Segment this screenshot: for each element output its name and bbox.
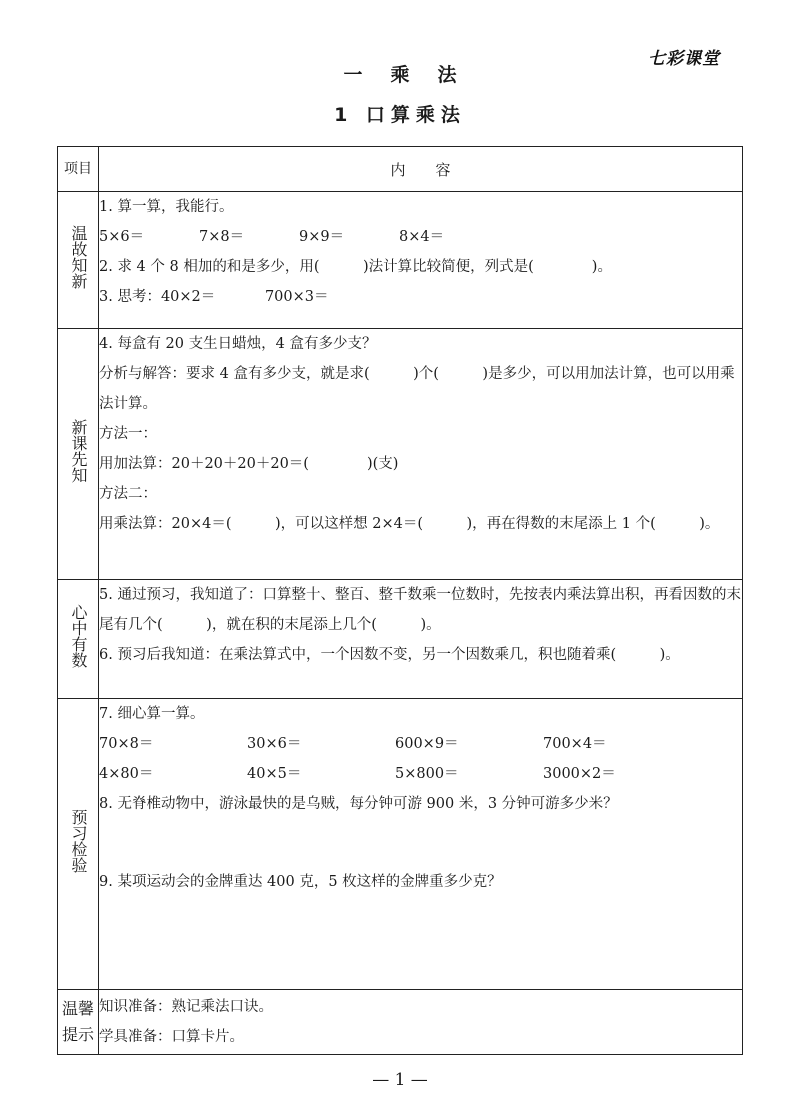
question-4-analysis: 分析与解答：要求 4 盒有多少支，就是求( )个( )是多少，可以用加法计算，也可以用乘法计算。 bbox=[99, 366, 735, 412]
calc-item: 30×6＝ bbox=[247, 736, 302, 752]
table-row-tips bbox=[58, 990, 743, 1055]
tip-knowledge: 知识准备：熟记乘法口诀。 bbox=[99, 999, 273, 1015]
calc-item: 5×800＝ bbox=[395, 766, 459, 782]
answer-space bbox=[99, 819, 742, 867]
row-label: 温馨提示 bbox=[61, 999, 94, 1044]
question-2: 2. 求 4 个 8 相加的和是多少，用( )法计算比较简便，列式是( )。 bbox=[99, 259, 612, 275]
calc-item: 70×8＝ bbox=[99, 736, 154, 752]
calc-item: 9×9＝ bbox=[299, 229, 345, 245]
calc-item: 8×4＝ bbox=[399, 229, 445, 245]
calc-item: 700×4＝ bbox=[543, 736, 607, 752]
question-5: 5. 通过预习，我知道了：口算整十、整百、整千数乘一位数时，先按表内乘法算出积，再看因数的末尾有几个( )，就在积的末尾添上几个( )。 bbox=[99, 587, 741, 633]
row-label: 预习检验 bbox=[69, 809, 88, 873]
table-row-review bbox=[58, 192, 743, 329]
row-label-cell bbox=[58, 192, 99, 329]
method-2: 用乘法算：20×4＝( )，可以这样想 2×4＝( )，再在得数的末尾添上 1 个( )。 bbox=[99, 516, 720, 532]
question-3-label: 3. 思考： bbox=[99, 289, 161, 305]
calc-item: 5×6＝ bbox=[99, 229, 145, 245]
content-column-header bbox=[99, 147, 743, 192]
table-header-row bbox=[58, 147, 743, 192]
question-7-row-1 bbox=[99, 729, 742, 759]
calc-item: 600×9＝ bbox=[395, 736, 459, 752]
question-3 bbox=[99, 282, 742, 312]
row-label-cell bbox=[58, 580, 99, 699]
question-6: 6. 预习后我知道：在乘法算式中，一个因数不变，另一个因数乘几，积也随着乘( )。 bbox=[99, 647, 680, 663]
method-1: 用加法算：20＋20＋20＋20＝( )(支) bbox=[99, 456, 399, 472]
table-row-new-lesson bbox=[58, 329, 743, 580]
method-2-label: 方法二： bbox=[99, 486, 157, 502]
question-8: 8. 无脊椎动物中，游泳最快的是乌贼，每分钟可游 900 米，3 分钟可游多少米？ bbox=[99, 796, 618, 812]
row-label: 新课先知 bbox=[69, 419, 88, 483]
question-7-title: 7. 细心算一算。 bbox=[99, 706, 205, 722]
calc-item: 3000×2＝ bbox=[543, 766, 616, 782]
calc-item: 700×3＝ bbox=[264, 289, 329, 305]
item-column-header bbox=[58, 147, 99, 192]
row-label: 心中有数 bbox=[69, 604, 88, 668]
page-number: — 1 — bbox=[372, 1070, 428, 1090]
method-1-label: 方法一： bbox=[99, 426, 157, 442]
content-column-label: 内 容 bbox=[390, 160, 451, 179]
question-1-title: 1. 算一算，我能行。 bbox=[99, 199, 234, 215]
worksheet-table bbox=[57, 146, 743, 1055]
brand-logo-text: 七彩课堂 bbox=[648, 49, 720, 69]
calc-item: 40×5＝ bbox=[247, 766, 302, 782]
chapter-title: 一乘法 bbox=[343, 64, 485, 86]
row-content-cell bbox=[99, 329, 743, 580]
table-row-understanding bbox=[58, 580, 743, 699]
section-title: 1 口算乘法 bbox=[334, 104, 466, 126]
row-content-cell bbox=[99, 699, 743, 990]
row-label-cell bbox=[58, 990, 99, 1055]
question-9: 9. 某项运动会的金牌重达 400 克，5 枚这样的金牌重多少克？ bbox=[99, 874, 502, 890]
row-label-cell bbox=[58, 329, 99, 580]
table-row-check bbox=[58, 699, 743, 990]
tip-tools: 学具准备：口算卡片。 bbox=[99, 1029, 244, 1045]
calc-item: 4×80＝ bbox=[99, 766, 154, 782]
question-4-title: 4. 每盒有 20 支生日蜡烛，4 盒有多少支？ bbox=[99, 336, 377, 352]
question-1-items bbox=[99, 222, 742, 252]
calc-item: 7×8＝ bbox=[199, 229, 245, 245]
row-content-cell bbox=[99, 990, 743, 1055]
row-label: 温故知新 bbox=[69, 225, 88, 289]
item-column-label: 项目 bbox=[64, 161, 92, 177]
row-content-cell bbox=[99, 192, 743, 329]
question-7-row-2 bbox=[99, 759, 742, 789]
row-label-cell bbox=[58, 699, 99, 990]
calc-item: 40×2＝ bbox=[160, 289, 216, 305]
row-content-cell bbox=[99, 580, 743, 699]
